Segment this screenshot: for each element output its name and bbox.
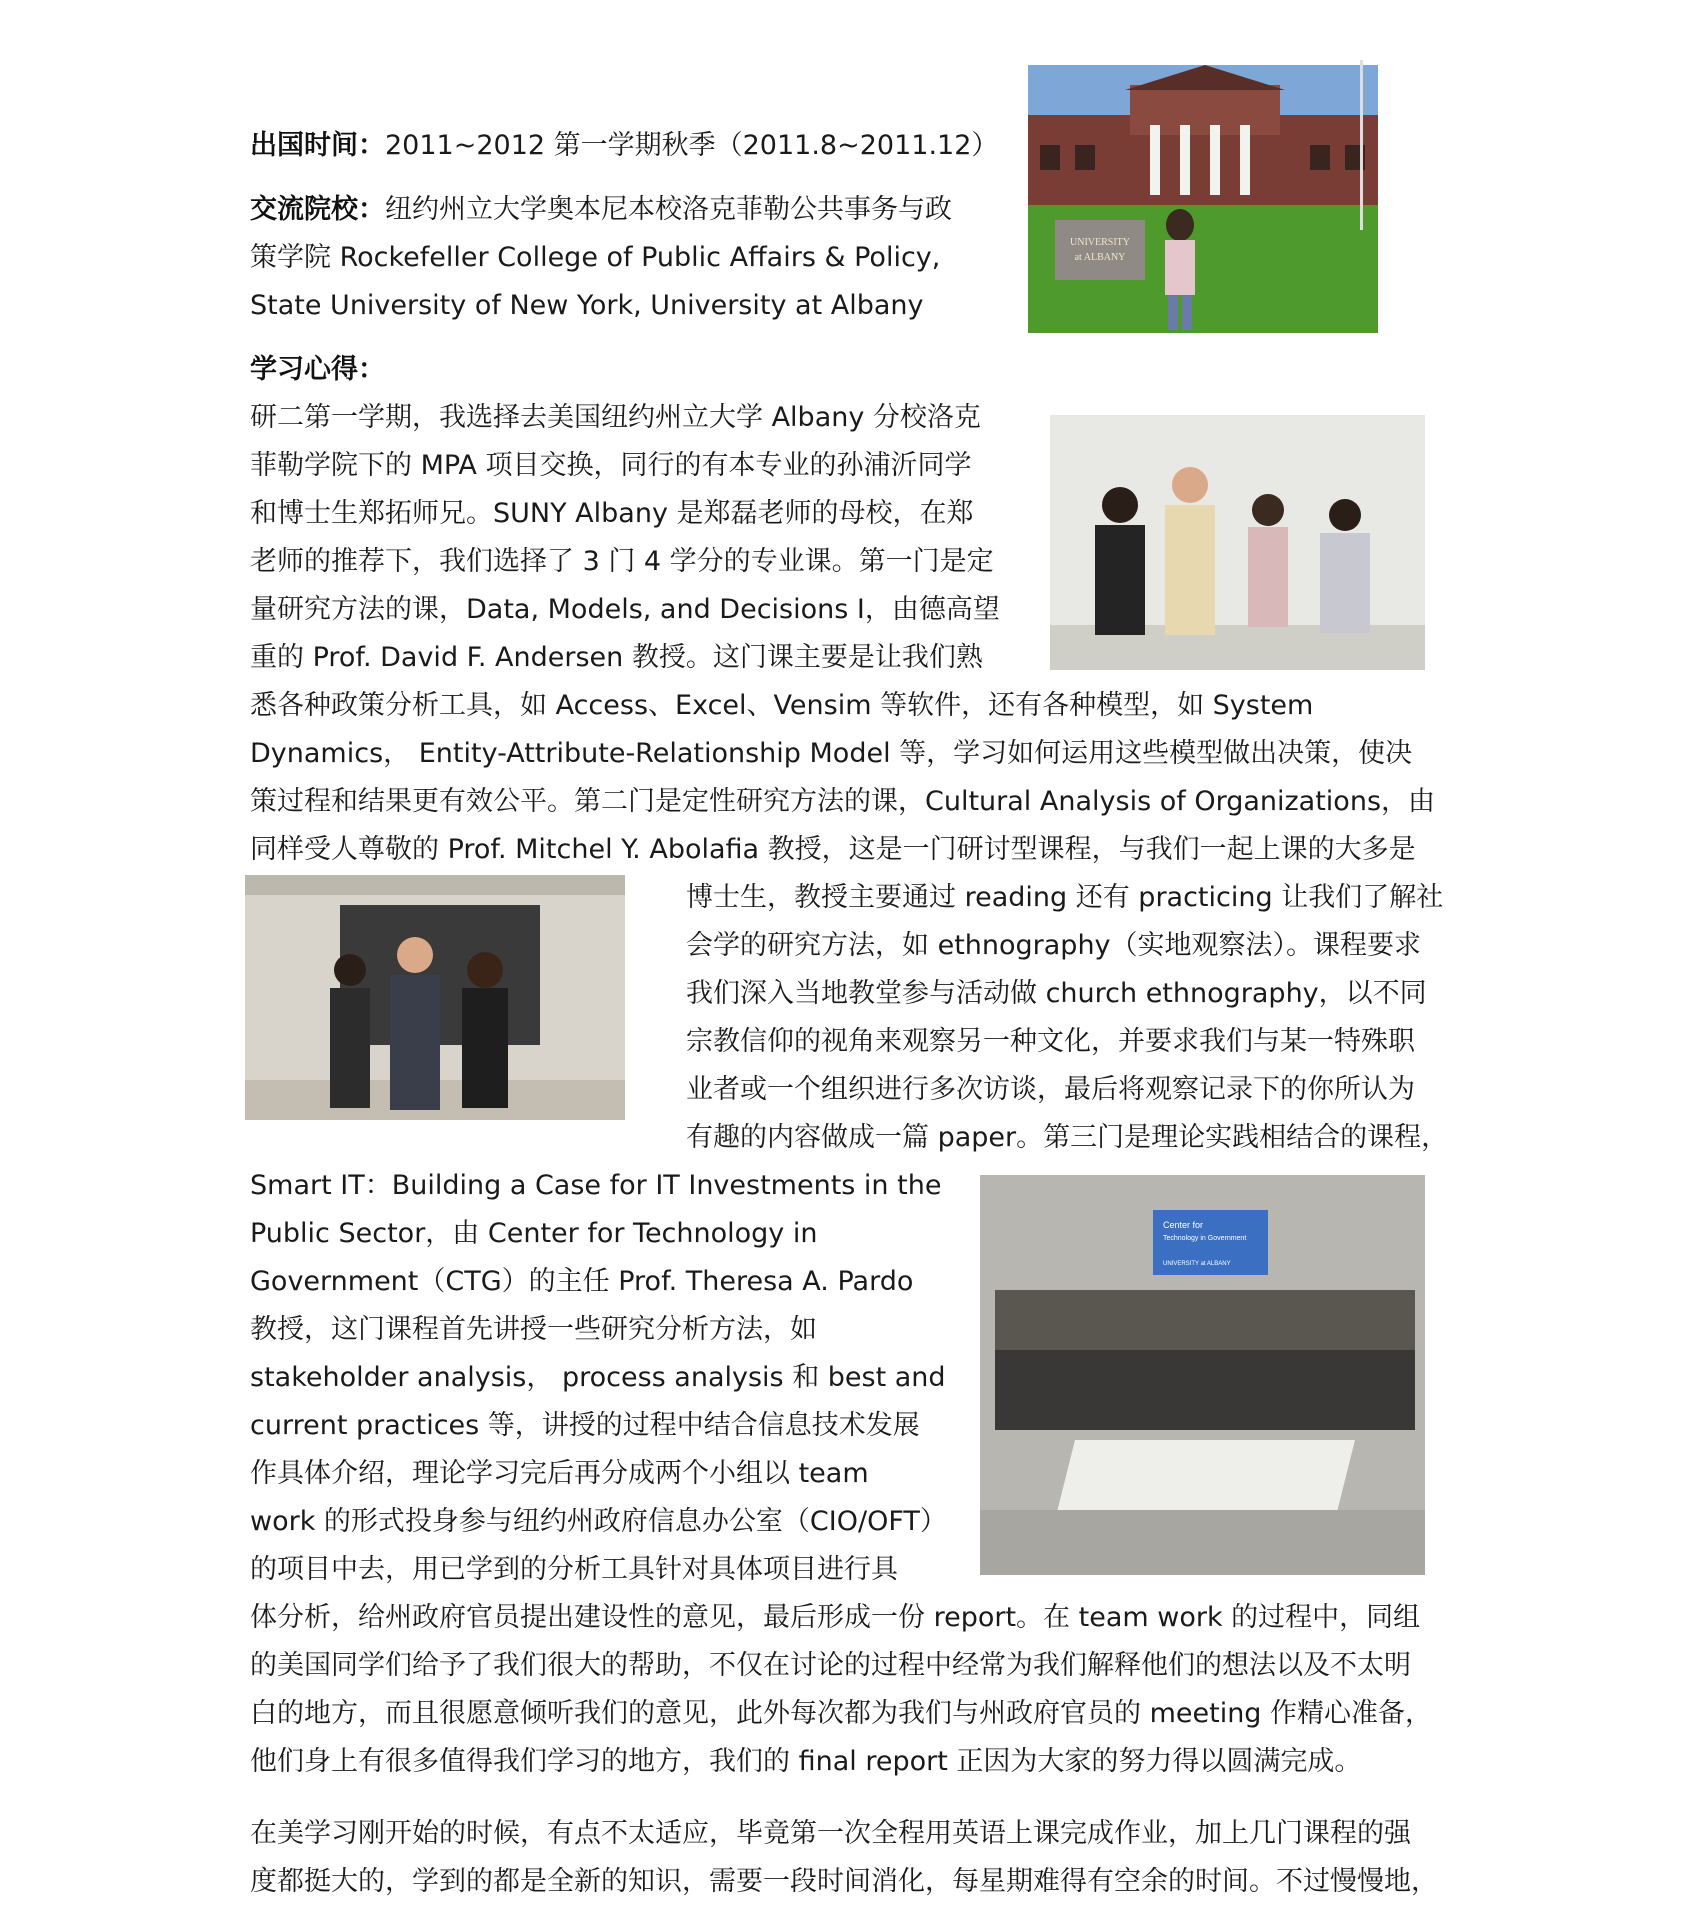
body-line: 宗教信仰的视角来观察另一种文化，并要求我们与某一特殊职 [686,1026,1415,1057]
body-line: 的项目中去，用已学到的分析工具针对具体项目进行具 [250,1554,898,1585]
body-line: 量研究方法的课，Data, Models, and Decisions I，由德高望 [250,594,1000,625]
body-line: Public Sector，由 Center for Technology in [250,1218,818,1249]
body-line: 重的 Prof. David F. Andersen 教授。这门课主要是让我们熟 [250,642,983,673]
banner-line-1: Center for [1163,1220,1204,1230]
body-line: stakeholder analysis， process analysis 和 best and [250,1362,946,1393]
body-line: Dynamics， Entity-Attribute-Relationship Model 等，学习如何运用这些模型做出决策，使决 [250,738,1413,769]
body-line: 有趣的内容做成一篇 paper。第三门是理论实践相结合的课程， [686,1122,1449,1153]
body-line: 体分析，给州政府官员提出建设性的意见，最后形成一份 report。在 team work 的过程中，同组 [250,1602,1421,1633]
body-line: 我们深入当地教堂参与活动做 church ethnography，以不同 [686,978,1427,1009]
group-photo-abolafia [240,870,630,1125]
body-line: Government（CTG）的主任 Prof. Theresa A. Pardo [250,1266,914,1297]
body-line: 策过程和结果更有效公平。第二门是定性研究方法的课，Cultural Analysis of Organizations，由 [250,786,1436,817]
body-line: 业者或一个组织进行多次访谈，最后将观察记录下的你所认为 [686,1074,1415,1105]
sign-line-1: UNIVERSITY [1070,237,1130,248]
campus-photo [1020,55,1385,340]
body-line: 和博士生郑拓师兄。SUNY Albany 是郑磊老师的母校，在郑 [250,498,974,529]
departure-value: 2011~2012 第一学期秋季（2011.8~2011.12） [385,130,999,161]
body-line: 教授，这门课程首先讲授一些研究分析方法，如 [250,1314,817,1345]
school-line-2: 策学院 Rockefeller College of Public Affairs & Policy, [250,242,941,273]
banner-line-2: Technology in Government [1163,1235,1247,1242]
school-line-3: State University of New York, University at Albany [250,290,924,321]
departure-label: 出国时间： [250,130,385,161]
body-line: 白的地方，而且很愿意倾听我们的意见，此外每次都为我们与州政府官员的 meeting 作精心准备， [250,1698,1433,1729]
body-line: 会学的研究方法，如 ethnography（实地观察法）。课程要求 [686,930,1422,961]
body-line: 他们身上有很多值得我们学习的地方，我们的 final report 正因为大家的努力得以圆满完成。 [250,1746,1362,1777]
body-line: 菲勒学院下的 MPA 项目交换，同行的有本专业的孙浦沂同学 [250,450,972,481]
body-line: 研二第一学期，我选择去美国纽约州立大学 Albany 分校洛克 [250,402,981,433]
body-line: 作具体介绍，理论学习完后再分成两个小组以 team [250,1458,869,1489]
group-photo-andersen [1040,405,1435,680]
study-heading: 学习心得： [250,354,385,385]
school-name-cn: 纽约州立大学奥本尼本校洛克菲勒公共事务与政 [385,194,952,225]
body-line: Smart IT：Building a Case for IT Investments in the [250,1170,942,1201]
body-line: 的美国同学们给予了我们很大的帮助，不仅在讨论的过程中经常为我们解释他们的想法以及不太明 [250,1650,1411,1681]
group-photo-ctg [975,1170,1430,1580]
body-line: current practices 等，讲授的过程中结合信息技术发展 [250,1410,920,1441]
body-line: 同样受人尊敬的 Prof. Mitchel Y. Abolafia 教授，这是一门研讨型课程，与我们一起上课的大多是 [250,834,1416,865]
body-line: 度都挺大的，学到的都是全新的知识，需要一段时间消化，每星期难得有空余的时间。不过慢慢地， [250,1866,1438,1897]
body-line: work 的形式投身参与纽约州政府信息办公室（CIO/OFT） [250,1506,947,1537]
sign-line-2: at ALBANY [1074,252,1126,263]
banner-line-3: UNIVERSITY at ALBANY [1163,1261,1231,1267]
body-line: 老师的推荐下，我们选择了 3 门 4 学分的专业课。第一门是定 [250,546,994,577]
body-line: 博士生，教授主要通过 reading 还有 practicing 让我们了解社 [686,882,1444,913]
body-line: 在美学习刚开始的时候，有点不太适应，毕竟第一次全程用英语上课完成作业，加上几门课程的强 [250,1818,1411,1849]
departure-line [250,122,998,170]
body-line: 悉各种政策分析工具，如 Access、Excel、Vensim 等软件，还有各种模型，如 System [250,690,1314,721]
school-line-1 [250,186,952,234]
school-label: 交流院校： [250,194,385,225]
